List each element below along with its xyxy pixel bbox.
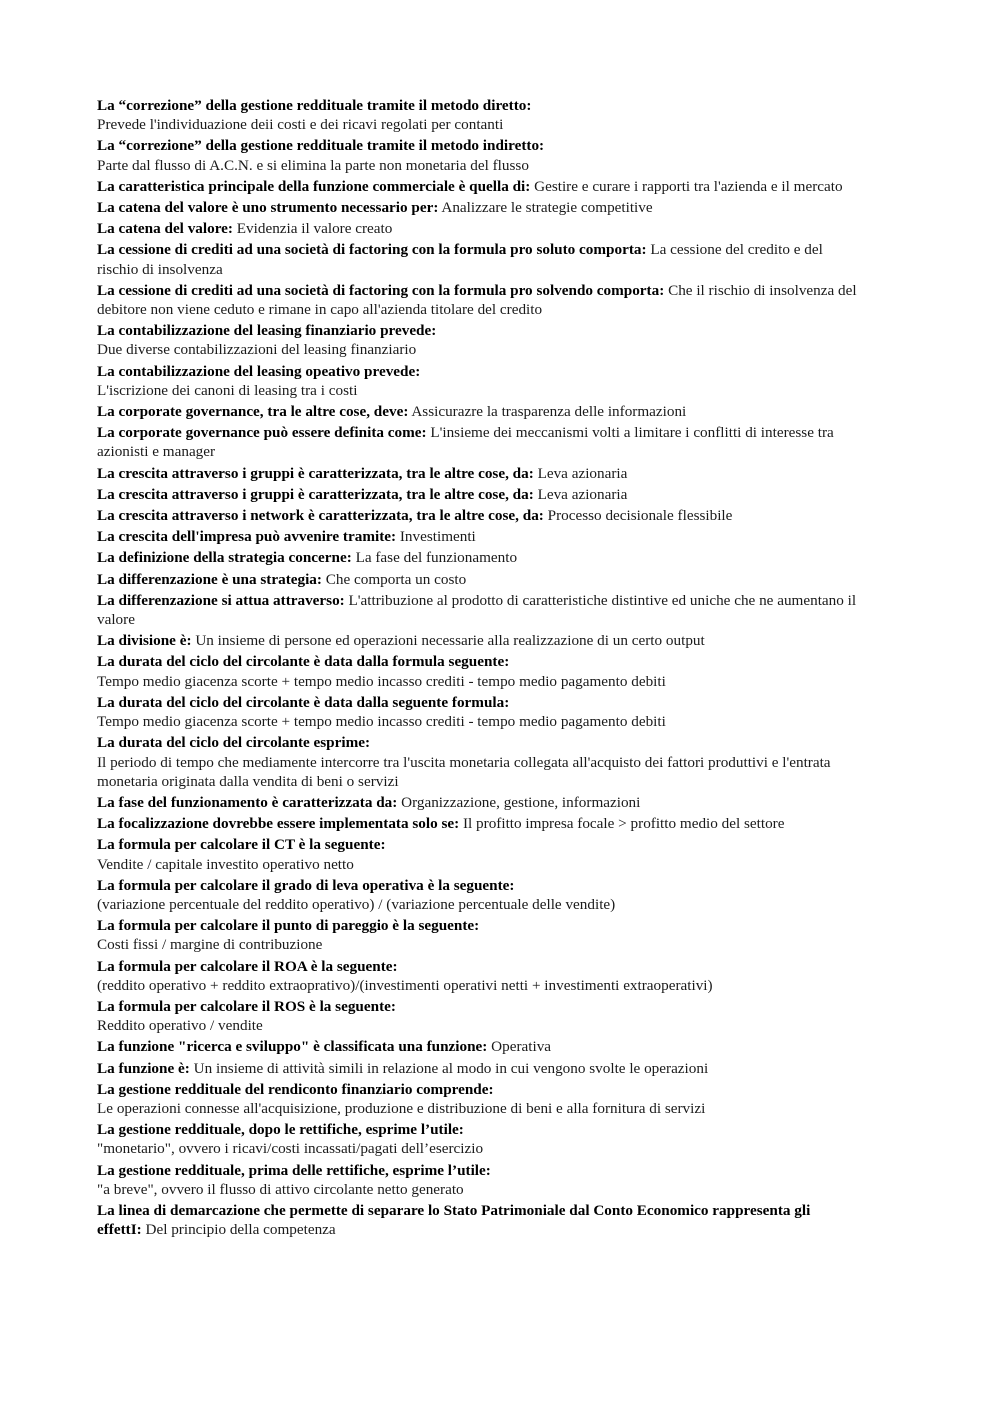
qa-entry	[97, 281, 857, 319]
answer-text: L'iscrizione dei canoni di leasing tra i costi	[97, 381, 358, 399]
question-text: La crescita attraverso i gruppi è caratterizzata, tra le altre cose, da:	[97, 485, 534, 503]
qa-entry	[97, 1080, 857, 1118]
answer-text: Assicurazre la trasparenza delle informazioni	[411, 403, 687, 421]
answer-text: Operativa	[491, 1038, 552, 1056]
qa-entry	[97, 591, 857, 629]
answer-text: Organizzazione, gestione, informazioni	[401, 793, 641, 811]
question-text: La gestione reddituale, prima delle rettifiche, esprime l’utile:	[97, 1161, 491, 1179]
answer-text: (reddito operativo + reddito extraoprativo)/(investimenti operativi netti + investimenti extraoperativi)	[97, 976, 713, 994]
question-text: La differenzazione si attua attraverso:	[97, 591, 345, 609]
answer-text: Un insieme di persone ed operazioni necessarie alla realizzazione di un certo output	[195, 632, 705, 650]
question-text: La corporate governance può essere definita come:	[97, 424, 427, 442]
question-text: La durata del ciclo del circolante è data dalla formula seguente:	[97, 653, 510, 671]
qa-entry	[97, 957, 857, 995]
qa-entry	[97, 631, 857, 650]
document-page	[97, 96, 857, 1241]
question-text: La formula per calcolare il punto di pareggio è la seguente:	[97, 917, 480, 935]
qa-entry	[97, 198, 857, 217]
answer-text: Gestire e curare i rapporti tra l'azienda e il mercato	[534, 177, 843, 195]
answer-text: Che il rischio di insolvenza del debitore non viene ceduto e rimane in capo all'azienda titolare del credito	[97, 281, 857, 319]
answer-text: Le operazioni connesse all'acquisizione, produzione e distribuzione di beni e alla fornitura di servizi	[97, 1099, 706, 1117]
question-text: La divisione è:	[97, 632, 192, 650]
question-text: La “correzione” della gestione reddituale tramite il metodo indiretto:	[97, 137, 545, 155]
question-text: La fase del funzionamento è caratterizzata da:	[97, 793, 398, 811]
answer-text: Tempo medio giacenza scorte + tempo medio incasso crediti - tempo medio pagamento debiti	[97, 713, 666, 731]
question-text: La differenzazione è una strategia:	[97, 570, 322, 588]
answer-text: Investimenti	[399, 528, 476, 546]
qa-entry	[97, 733, 857, 791]
answer-text: L'insieme dei meccanismi volti a limitare i conflitti di interesse tra azionisti e manager	[97, 424, 834, 461]
answer-text: Parte dal flusso di A.C.N. e si elimina la parte non monetaria del flusso	[97, 156, 529, 174]
question-text: La formula per calcolare il grado di leva operativa è la seguente:	[97, 876, 515, 894]
question-text: La linea di demarcazione che permette di separare lo Stato Patrimoniale dal Conto Economico rappresenta gli effettI:	[97, 1201, 811, 1239]
qa-entry	[97, 423, 857, 461]
answer-text: Prevede l'individuazione deii costi e dei ricavi regolati per contanti	[97, 116, 504, 134]
question-text: La crescita dell'impresa può avvenire tramite:	[97, 528, 397, 546]
question-text: La crescita attraverso i network è caratterizzata, tra le altre cose, da:	[97, 507, 544, 525]
question-text: La durata del ciclo del circolante esprime:	[97, 734, 371, 752]
question-text: La definizione della strategia concerne:	[97, 549, 352, 567]
qa-entry	[97, 876, 857, 914]
qa-entry	[97, 485, 857, 504]
question-text: La formula per calcolare il ROS è la seguente:	[97, 997, 396, 1015]
answer-text: Processo decisionale flessibile	[547, 507, 733, 525]
qa-entry	[97, 219, 857, 238]
answer-text: Che comporta un costo	[325, 570, 467, 588]
question-text: La corporate governance, tra le altre cose, deve:	[97, 403, 409, 421]
question-text: La funzione è:	[97, 1059, 190, 1077]
answer-text: Leva azionaria	[537, 464, 628, 482]
question-text: La crescita attraverso i gruppi è caratterizzata, tra le altre cose, da:	[97, 464, 534, 482]
qa-entry	[97, 402, 857, 421]
question-text: La focalizzazione dovrebbe essere implementata solo se:	[97, 815, 460, 833]
question-text: La cessione di crediti ad una società di factoring con la formula pro soluto comporta:	[97, 241, 647, 259]
qa-entry	[97, 548, 857, 567]
qa-entry	[97, 997, 857, 1035]
question-text: La formula per calcolare il ROA è la seguente:	[97, 957, 398, 975]
qa-entry	[97, 570, 857, 589]
question-text: La durata del ciclo del circolante è data dalla seguente formula:	[97, 693, 510, 711]
question-text: La gestione reddituale del rendiconto finanziario comprende:	[97, 1080, 494, 1098]
qa-entry	[97, 835, 857, 873]
qa-entry	[97, 814, 857, 833]
answer-text: Vendite / capitale investito operativo netto	[97, 855, 354, 873]
question-text: La “correzione” della gestione reddituale tramite il metodo diretto:	[97, 97, 532, 114]
qa-entry	[97, 693, 857, 731]
qa-entry	[97, 1037, 857, 1056]
answer-text: La cessione del credito e del rischio di insolvenza	[97, 241, 823, 278]
answer-text: Due diverse contabilizzazioni del leasing finanziario	[97, 341, 417, 359]
qa-entry	[97, 1161, 857, 1199]
answer-text: Evidenzia il valore creato	[236, 220, 393, 238]
qa-entry	[97, 464, 857, 483]
question-text: La contabilizzazione del leasing finanziario prevede:	[97, 322, 437, 340]
question-text: La funzione "ricerca e sviluppo" è classificata una funzione:	[97, 1038, 488, 1056]
qa-entry	[97, 136, 857, 174]
question-text: La contabilizzazione del leasing opeativo prevede:	[97, 362, 421, 380]
qa-entry	[97, 1201, 857, 1239]
qa-entry	[97, 177, 857, 196]
qa-entry	[97, 96, 857, 134]
answer-text: Analizzare le strategie competitive	[441, 199, 653, 217]
qa-entry	[97, 362, 857, 400]
question-text: La catena del valore è uno strumento necessario per:	[97, 199, 439, 217]
qa-entry	[97, 1120, 857, 1158]
qa-entry	[97, 321, 857, 359]
qa-entry	[97, 527, 857, 546]
qa-entry	[97, 652, 857, 690]
answer-text: Tempo medio giacenza scorte + tempo medio incasso crediti - tempo medio pagamento debiti	[97, 672, 666, 690]
question-text: La catena del valore:	[97, 220, 233, 238]
question-text: La formula per calcolare il CT è la seguente:	[97, 836, 386, 854]
answer-text: Del principio della competenza	[145, 1221, 336, 1239]
answer-text: La fase del funzionamento	[355, 549, 518, 567]
qa-entry	[97, 1059, 857, 1078]
qa-entry	[97, 506, 857, 525]
answer-text: L'attribuzione al prodotto di caratteristiche distintive ed uniche che ne aumentano il valore	[97, 591, 857, 629]
question-text: La cessione di crediti ad una società di factoring con la formula pro solvendo comporta:	[97, 281, 665, 299]
answer-text: Un insieme di attività simili in relazione al modo in cui vengono svolte le operazioni	[193, 1059, 709, 1077]
question-text: La gestione reddituale, dopo le rettifiche, esprime l’utile:	[97, 1121, 464, 1139]
answer-text: "monetario", ovvero i ricavi/costi incassati/pagati dell’esercizio	[97, 1140, 484, 1158]
answer-text: Costi fissi / margine di contribuzione	[97, 936, 323, 954]
qa-entry	[97, 916, 857, 954]
qa-entry	[97, 793, 857, 812]
answer-text: Reddito operativo / vendite	[97, 1017, 263, 1035]
answer-text: Il profitto impresa focale > profitto medio del settore	[462, 815, 785, 833]
answer-text: (variazione percentuale del reddito operativo) / (variazione percentuale delle vendite)	[97, 895, 616, 913]
answer-text: "a breve", ovvero il flusso di attivo circolante netto generato	[97, 1180, 464, 1198]
qa-entry	[97, 240, 857, 278]
question-text: La caratteristica principale della funzione commerciale è quella di:	[97, 177, 531, 195]
answer-text: Il periodo di tempo che mediamente intercorre tra l'uscita monetaria collegata all'acquisto dei fattori produttivi e l'entrata monetaria originata dalla vendita di beni o servizi	[97, 753, 831, 790]
answer-text: Leva azionaria	[537, 485, 628, 503]
